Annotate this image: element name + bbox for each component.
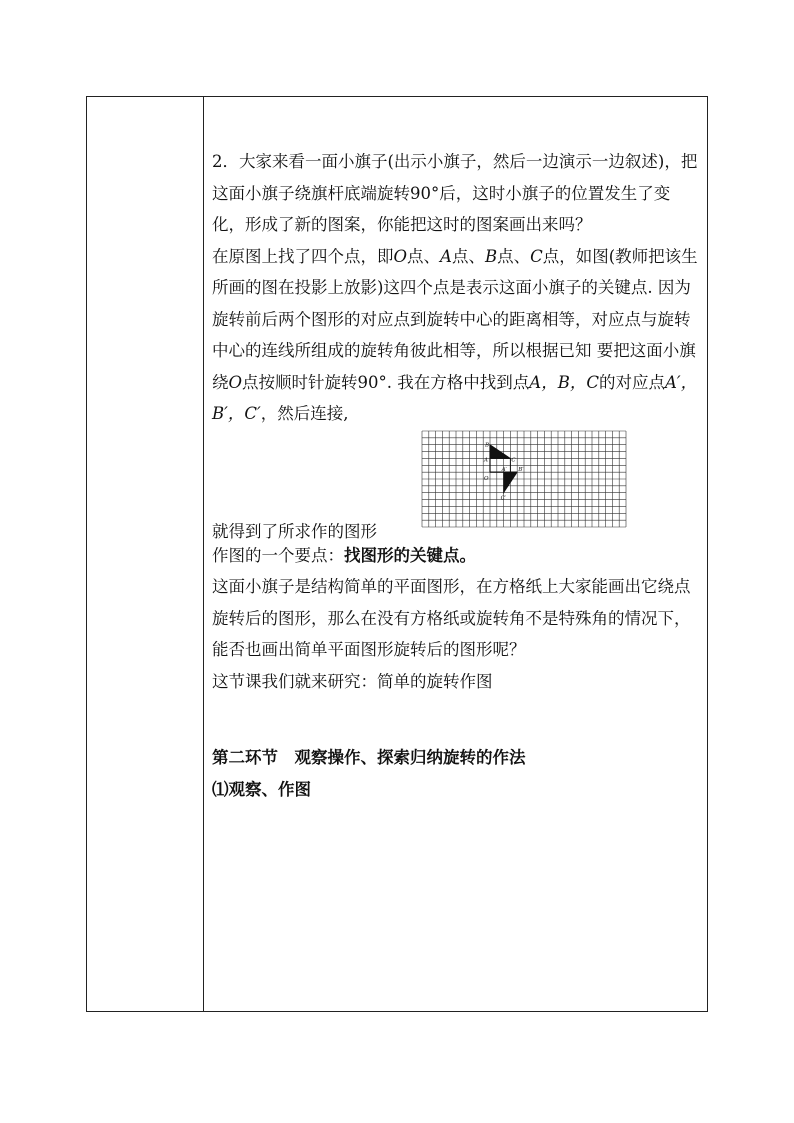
paragraph-topic: 这节课我们就来研究：简单的旋转作图 — [212, 671, 493, 691]
label-b-prime: B′ — [518, 466, 524, 473]
rotation-grid-figure — [421, 430, 627, 528]
lesson-table — [86, 96, 708, 1012]
key-point-line: 作图的一个要点：找图形的关键点。 — [212, 545, 476, 565]
spacer — [212, 697, 702, 742]
figure-line — [212, 430, 702, 540]
content-cell — [212, 146, 702, 805]
label-a: A — [484, 456, 488, 463]
label-c-prime: C′ — [500, 495, 507, 502]
paragraph-key-points: 在原图上找了四个点，即O点、A点、B点、C点，如图(教师把该生所画的图在投影上放影)这四个点是表示这面小旗子的关键点. 因为旋转前后两个图形的对应点到旋转中心的距离相等，对应点与旋转中心的连线所组成的旋转角彼此相等，所以根据已知 要把这面小旗绕O点按顺时针旋转90°. 我在方格中找到点A，B，C的对应点A′，B′，C′，然后连接, — [212, 246, 698, 423]
section-heading: 第二环节 观察操作、探索归纳旋转的作法 — [212, 748, 526, 767]
paragraph-transition: 这面小旗子是结构简单的平面图形，在方格纸上大家能画出它绕点旋转后的图形，那么在没有方格纸或旋转角不是特殊角的情况下，能否也画出简单平面图形旋转后的图形呢？ — [212, 577, 691, 659]
figure-caption: 就得到了所求作的图形 — [212, 522, 377, 541]
label-o: O — [484, 475, 489, 482]
label-a-prime: A′ — [501, 466, 507, 473]
paragraph-flag-question: 2．大家来看一面小旗子(出示小旗子，然后一边演示一边叙述)，把这面小旗子绕旗杆底端旋转90°后，这时小旗子的位置发生了变化，形成了新的图案，你能把这时的图案画出来吗？ — [212, 152, 698, 234]
label-b: B — [485, 442, 490, 449]
subsection-heading: ⑴观察、作图 — [212, 779, 311, 799]
label-c: C — [511, 456, 516, 463]
column-divider — [203, 97, 204, 1011]
